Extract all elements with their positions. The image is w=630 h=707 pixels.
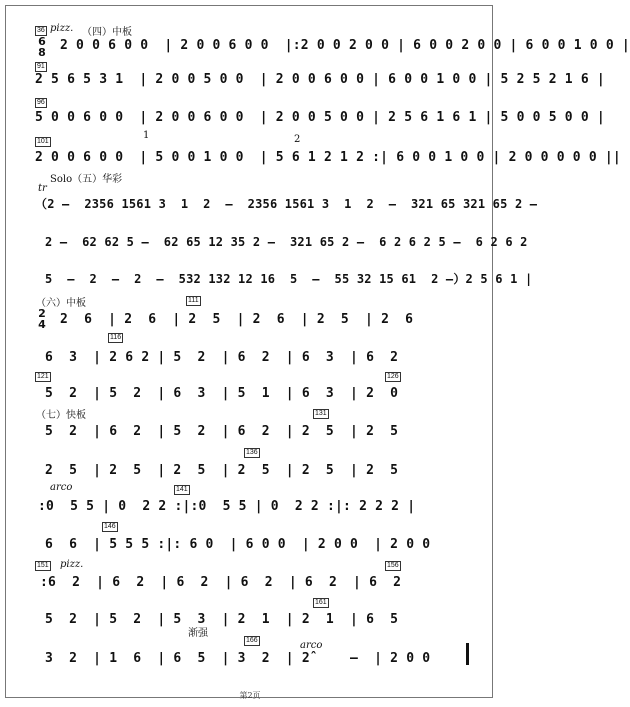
- notation-line: 2 0 0 6 0 0 | 2 0 0 6 0 0 |:2 0 0 2 0 0 | 6 0 0 2 0 0 | 6 0 0 1 0 0 |: [60, 38, 630, 53]
- measure-number: 111: [188, 297, 199, 304]
- measure-number: 136: [246, 449, 258, 456]
- measure-number: 96: [37, 99, 45, 106]
- notation-line: （2 – 2356 1561 3 1 2 – 2356 1561 3 1 2 – 321 65 321 65 2 –: [35, 197, 538, 211]
- measure-number: 141: [176, 486, 188, 493]
- measure-number: 156: [387, 562, 399, 569]
- notation-line: 5 2 | 5 2 | 5 3 | 2 1 | 2 1 | 6 5: [45, 612, 399, 627]
- time-signature: 6 8: [38, 35, 46, 59]
- measure-number: 121: [37, 373, 49, 380]
- section-heading: Solo（五）华彩: [50, 174, 123, 185]
- measure-number: 161: [315, 599, 327, 606]
- measure-number: 131: [315, 410, 327, 417]
- final-barline: [466, 643, 469, 665]
- notation-line: 5 2 | 5 2 | 6 3 | 5 1 | 6 3 | 2 0: [45, 386, 399, 401]
- measure-number: 101: [37, 138, 49, 145]
- arco-marking: arco: [50, 482, 73, 493]
- notation-line: 2 0 0 6 0 0 | 5 0 0 1 0 0 | 5 6 1 2 1 2 :| 6 0 0 1 0 0 | 2 0 0 0 0 0 ||: [35, 150, 621, 165]
- arco-marking: arco: [300, 640, 323, 651]
- time-signature: 2 4: [38, 307, 46, 331]
- section-heading: （七）快板: [36, 410, 86, 421]
- measure-number: 116: [110, 334, 122, 341]
- crescendo-marking: 渐强: [188, 628, 208, 639]
- section-heading: （四）中板: [82, 27, 132, 38]
- volta-2: 2: [294, 134, 301, 145]
- pizz-marking: pizz.: [60, 559, 84, 570]
- notation-line: 2 5 6 5 3 1 | 2 0 0 5 0 0 | 2 0 0 6 0 0 | 6 0 0 1 0 0 | 5 2 5 2 1 6 |: [35, 72, 605, 87]
- section-heading: （六）中板: [36, 298, 86, 309]
- pizz-marking: pizz.: [50, 23, 74, 34]
- notation-line: :6 2 | 6 2 | 6 2 | 6 2 | 6 2 | 6 2: [40, 575, 402, 590]
- measure-number: 126: [387, 373, 399, 380]
- notation-line: 2 5 | 2 5 | 2 5 | 2 5 | 2 5 | 2 5: [45, 463, 399, 478]
- volta-1: 1: [143, 130, 150, 141]
- measure-number: 146: [104, 523, 116, 530]
- trill-marking: tr: [38, 183, 47, 194]
- measure-number: 36: [37, 27, 45, 34]
- notation-line: 2 6 | 2 6 | 2 5 | 2 6 | 2 5 | 2 6: [60, 312, 414, 327]
- notation-line: 5 – 2 – 2 – 532 132 12 16 5 – 55 32 15 61 2 –）2 5 6 1 |: [45, 272, 533, 286]
- page-footer: 第2页: [239, 691, 261, 700]
- notation-line: 2 – 62 62 5 – 62 65 12 35 2 – 321 65 2 – 6 2 6 2 5 – 6 2 6 2: [45, 235, 528, 249]
- notation-line: :0 5 5 | 0 2 2 :|:0 5 5 | 0 2 2 :|: 2 2 2 |: [38, 499, 416, 514]
- measure-number: 166: [246, 637, 258, 644]
- measure-number: 91: [37, 63, 45, 70]
- notation-line: 3 2 | 1 6 | 6 5 | 3 2 | 2̂ – | 2 0 0: [45, 651, 431, 666]
- notation-line: 5 0 0 6 0 0 | 2 0 0 6 0 0 | 2 0 0 5 0 0 | 2 5 6 1 6 1 | 5 0 0 5 0 0 |: [35, 110, 605, 125]
- notation-line: 6 3 | 2 6 2 | 5 2 | 6 2 | 6 3 | 6 2: [45, 350, 399, 365]
- measure-number: 151: [37, 562, 49, 569]
- notation-line: 6 6 | 5 5 5 :|: 6 0 | 6 0 0 | 2 0 0 | 2 0 0: [45, 537, 431, 552]
- notation-line: 5 2 | 6 2 | 5 2 | 6 2 | 2 5 | 2 5: [45, 424, 399, 439]
